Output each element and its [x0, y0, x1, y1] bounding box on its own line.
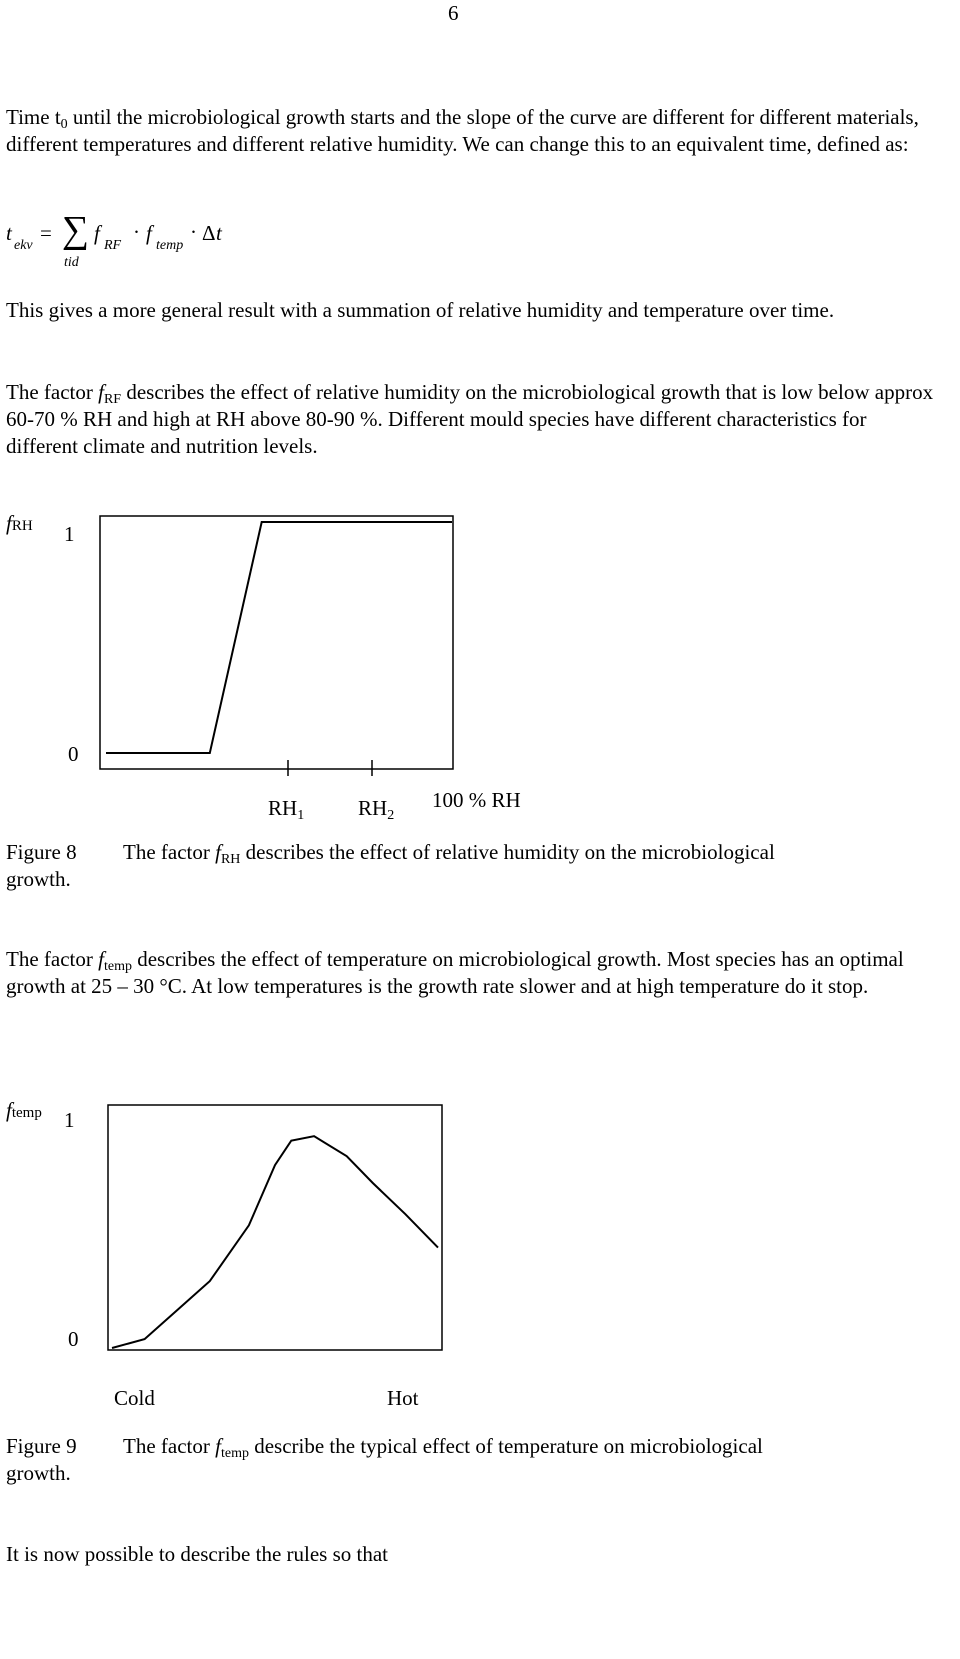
- fig9-frame: [108, 1105, 442, 1350]
- fig8-x-rh2-sub: 2: [387, 808, 395, 823]
- fig8-x-rh1-text: RH: [268, 796, 298, 820]
- fig8-x-rh2-text: RH: [358, 796, 388, 820]
- fig8-ylabel-f: f: [6, 511, 12, 535]
- page-number: 6: [448, 1, 459, 25]
- fig8-caption-label: Figure 8: [6, 840, 77, 864]
- fig8-caption-post: describes the effect of relative humidity on the microbiological: [240, 840, 775, 864]
- fig8-y-top: 1: [64, 522, 75, 546]
- fig9-caption-f: f: [215, 1434, 221, 1458]
- fig9-caption-post: describe the typical effect of temperature on microbiological: [248, 1434, 763, 1458]
- fig8-y-bottom: 0: [68, 742, 79, 766]
- fig9-y-bottom: 0: [68, 1327, 79, 1351]
- fig9-plot: [0, 1080, 960, 1380]
- fig8-ylabel-sub: RH: [11, 518, 33, 534]
- eq-lhs-sub: ekv: [14, 238, 33, 253]
- eq-f1: f: [94, 221, 100, 245]
- fig8-frame: [100, 516, 453, 769]
- eq-dot2: ·: [190, 220, 197, 244]
- intro-pre: Time t: [6, 105, 61, 129]
- fig9-x-cold: Cold: [114, 1386, 155, 1410]
- summary-paragraph: This gives a more general result with a summation of relative humidity and temperature over time.: [6, 298, 835, 322]
- fig8-caption-pre: The factor: [123, 840, 216, 864]
- eq-delta: Δ: [202, 221, 216, 245]
- ftemp-pre: The factor: [6, 947, 99, 971]
- fig9-caption-sub: temp: [220, 1446, 249, 1461]
- eq-f2: f: [146, 221, 152, 245]
- ftemp-post: describes the effect of temperature on microbiological growth. Most species has an optimal growth at 25 – 30 °C. At low temperatures is the growth rate slower and at high temperature do it stop.: [6, 947, 904, 998]
- fig8-caption-f: f: [215, 840, 221, 864]
- fig9-curve: [112, 1136, 438, 1348]
- eq-f2-sub: temp: [156, 238, 184, 253]
- intro-post: until the microbiological growth starts and the slope of the curve are different for different materials, different temperatures and different relative humidity. We can change this to an equivalent time, defined as:: [6, 105, 919, 156]
- fig9-caption-pre: The factor: [123, 1434, 216, 1458]
- frf-post: describes the effect of relative humidity on the microbiological growth that is low below approx 60-70 % RH and high at RH above 80-90 %. Different mould species have different characteristics for different climate and nutrition levels.: [6, 380, 934, 458]
- fig8-caption-sub: RH: [220, 852, 241, 867]
- fig8-x-rh1: [268, 795, 304, 822]
- ftemp-sub: temp: [103, 959, 132, 974]
- fig8-x-rh1-sub: 1: [297, 808, 305, 823]
- fig8-curve: [106, 522, 452, 753]
- eq-dot1: ·: [133, 220, 140, 244]
- ftemp-paragraph: [6, 946, 936, 1000]
- fig8-x-rh2: [358, 795, 394, 822]
- frf-sub: RF: [103, 392, 122, 407]
- fig9-x-hot: Hot: [387, 1386, 419, 1410]
- intro-sub: 0: [60, 117, 68, 132]
- eq-equals: =: [40, 221, 52, 245]
- fig8-caption-text: [123, 839, 775, 866]
- fig9-ylabel-sub: temp: [11, 1105, 42, 1121]
- fig9-y-top: 1: [64, 1108, 75, 1132]
- ftemp-f: f: [98, 947, 104, 971]
- fig8-caption-tail: growth.: [6, 867, 71, 891]
- frf-pre: The factor: [6, 380, 99, 404]
- fig9-caption-tail: growth.: [6, 1461, 71, 1485]
- fig8-x-end: 100 % RH: [432, 788, 521, 812]
- fig9-ylabel-f: f: [6, 1098, 12, 1122]
- fig9-caption-label: Figure 9: [6, 1434, 77, 1458]
- fig9-caption-text: [123, 1433, 763, 1460]
- frf-f: f: [98, 380, 104, 404]
- final-line: It is now possible to describe the rules so that: [6, 1542, 389, 1566]
- eq-t-end: t: [216, 221, 222, 245]
- eq-f1-sub: RF: [104, 238, 122, 253]
- eq-sum-under: tid: [64, 255, 79, 270]
- eq-sigma: ∑: [62, 209, 90, 251]
- eq-lhs-var: t: [6, 221, 12, 245]
